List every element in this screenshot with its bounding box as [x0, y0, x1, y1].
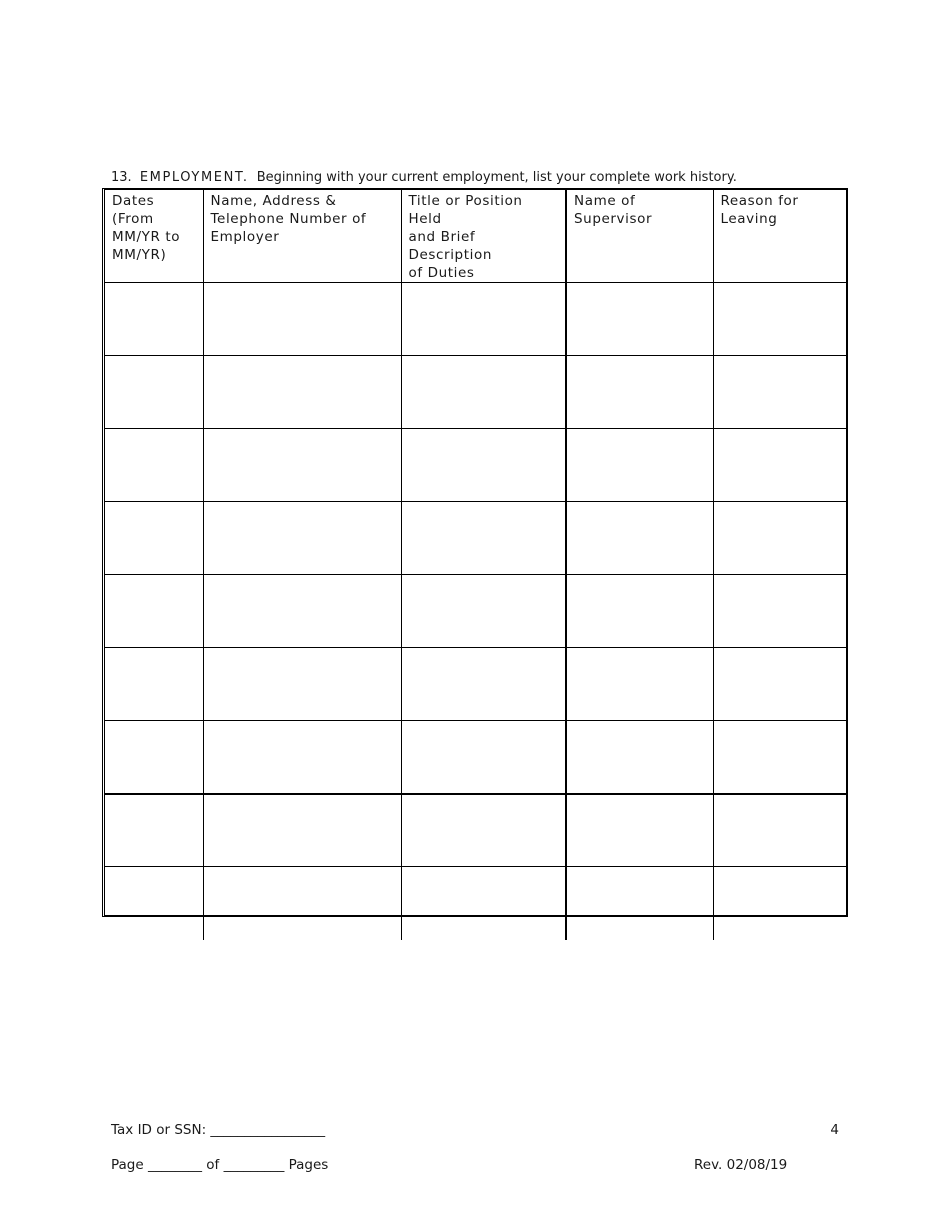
cell-employer[interactable] [203, 356, 401, 429]
table-row [105, 794, 846, 867]
cell-reason[interactable] [713, 575, 846, 648]
cell-dates[interactable] [105, 648, 203, 721]
cell-employer[interactable] [203, 867, 401, 940]
cell-title-duties[interactable] [401, 648, 566, 721]
cell-title-duties[interactable] [401, 794, 566, 867]
cell-supervisor[interactable] [566, 721, 713, 794]
cell-reason[interactable] [713, 429, 846, 502]
cell-employer[interactable] [203, 721, 401, 794]
cell-employer[interactable] [203, 575, 401, 648]
cell-title-duties[interactable] [401, 575, 566, 648]
table-row [105, 721, 846, 794]
cell-reason[interactable] [713, 283, 846, 356]
employment-table-frame [102, 188, 848, 917]
cell-reason[interactable] [713, 721, 846, 794]
cell-dates[interactable] [105, 283, 203, 356]
cell-dates[interactable] [105, 356, 203, 429]
page-count-line: Page ________ of _________ Pages [111, 1157, 329, 1173]
cell-employer[interactable] [203, 283, 401, 356]
cell-dates[interactable] [105, 502, 203, 575]
cell-employer[interactable] [203, 648, 401, 721]
tax-id-line: Tax ID or SSN: _________________ [111, 1122, 326, 1138]
header-supervisor: Name of Supervisor [566, 190, 713, 283]
cell-reason[interactable] [713, 794, 846, 867]
page-number: 4 [830, 1122, 839, 1138]
header-employer: Name, Address & Telephone Number of Employer [203, 190, 401, 283]
table-row [105, 429, 846, 502]
cell-reason[interactable] [713, 867, 846, 940]
cell-reason[interactable] [713, 356, 846, 429]
cell-title-duties[interactable] [401, 721, 566, 794]
cell-supervisor[interactable] [566, 867, 713, 940]
table-row [105, 867, 846, 940]
section-instruction: Beginning with your current employment, list your complete work history. [256, 170, 737, 185]
table-row [105, 283, 846, 356]
cell-dates[interactable] [105, 721, 203, 794]
section-label: EMPLOYMENT. [139, 170, 249, 185]
cell-supervisor[interactable] [566, 794, 713, 867]
cell-supervisor[interactable] [566, 429, 713, 502]
cell-reason[interactable] [713, 502, 846, 575]
cell-supervisor[interactable] [566, 356, 713, 429]
header-dates: Dates (From MM/YR to MM/YR) [105, 190, 203, 283]
cell-reason[interactable] [713, 648, 846, 721]
cell-dates[interactable] [105, 867, 203, 940]
cell-dates[interactable] [105, 429, 203, 502]
header-reason: Reason for Leaving [713, 190, 846, 283]
cell-dates[interactable] [105, 575, 203, 648]
cell-employer[interactable] [203, 794, 401, 867]
section-heading [111, 169, 737, 186]
cell-supervisor[interactable] [566, 502, 713, 575]
revision-date: Rev. 02/08/19 [694, 1157, 788, 1173]
cell-supervisor[interactable] [566, 648, 713, 721]
cell-title-duties[interactable] [401, 356, 566, 429]
cell-title-duties[interactable] [401, 283, 566, 356]
cell-employer[interactable] [203, 429, 401, 502]
cell-title-duties[interactable] [401, 867, 566, 940]
header-title-duties: Title or Position Held and Brief Description of Duties [401, 190, 566, 283]
cell-dates[interactable] [105, 794, 203, 867]
cell-employer[interactable] [203, 502, 401, 575]
table-row [105, 502, 846, 575]
section-number: 13. [111, 170, 132, 185]
table-row [105, 356, 846, 429]
cell-supervisor[interactable] [566, 283, 713, 356]
cell-supervisor[interactable] [566, 575, 713, 648]
table-row [105, 648, 846, 721]
employment-table [105, 190, 846, 940]
cell-title-duties[interactable] [401, 429, 566, 502]
cell-title-duties[interactable] [401, 502, 566, 575]
table-row [105, 575, 846, 648]
table-header-row [105, 190, 846, 283]
